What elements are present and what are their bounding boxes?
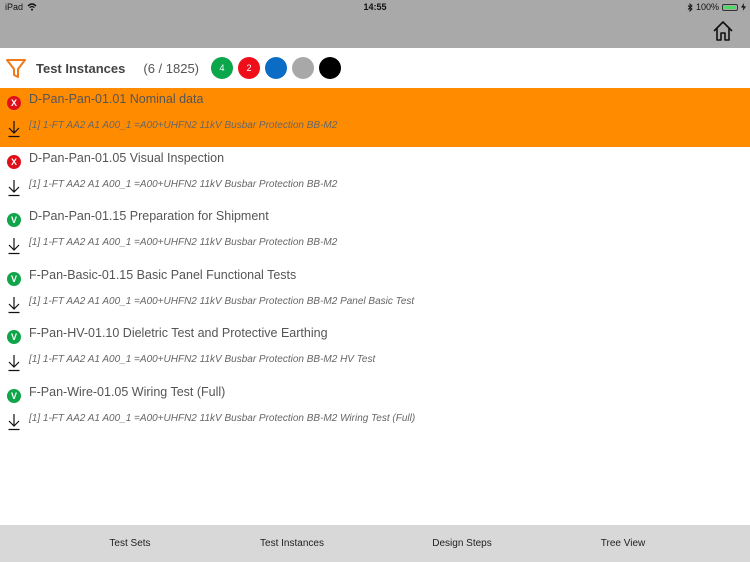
filter-bar: [0, 48, 750, 88]
status-dot-blue[interactable]: [265, 57, 287, 79]
pass-icon: V: [7, 272, 21, 286]
download-icon[interactable]: [7, 354, 21, 372]
item-name: D-Pan-Pan-01.15 Preparation for Shipment: [29, 209, 269, 223]
clock: 14:55: [363, 2, 387, 12]
list-item[interactable]: [0, 147, 750, 206]
battery-percent: 100%: [695, 2, 719, 12]
status-dot-failed[interactable]: 2: [238, 57, 260, 79]
item-name: F-Pan-Basic-01.15 Basic Panel Functional Tests: [29, 267, 297, 282]
item-name: D-Pan-Pan-01.01 Nominal data: [29, 92, 204, 106]
item-subtitle: [1] 1-FT AA2 A1 A00_1 =A00+UHFN2 11kV Busbar Protection BB-M2: [29, 178, 338, 190]
item-name: D-Pan-Pan-01.05 Visual Inspection: [29, 150, 225, 165]
list-item[interactable]: [0, 322, 750, 381]
fail-icon: X: [7, 96, 21, 110]
bluetooth-icon: [687, 3, 693, 12]
pass-icon: V: [7, 389, 21, 403]
download-icon[interactable]: [7, 120, 21, 138]
status-right: [687, 2, 746, 12]
list-item[interactable]: [0, 88, 750, 147]
list-item[interactable]: [0, 381, 750, 440]
status-dot-grey[interactable]: [292, 57, 314, 79]
bottom-tab-bar: [0, 525, 750, 562]
status-dot-black[interactable]: [319, 57, 341, 79]
page-title: Test Instances: [36, 60, 126, 76]
tab-tree-view[interactable]: Tree View: [600, 538, 646, 549]
item-subtitle: [1] 1-FT AA2 A1 A00_1 =A00+UHFN2 11kV Busbar Protection BB-M2: [29, 237, 338, 248]
item-subtitle: [1] 1-FT AA2 A1 A00_1 =A00+UHFN2 11kV Busbar Protection BB-M2 HV Test: [29, 354, 376, 365]
top-bar: [0, 0, 750, 48]
item-subtitle: [1] 1-FT AA2 A1 A00_1 =A00+UHFN2 11kV Busbar Protection BB-M2: [29, 120, 338, 131]
list-item[interactable]: [0, 264, 750, 323]
download-icon[interactable]: [7, 296, 21, 314]
battery-icon: [722, 4, 738, 11]
tab-design-steps[interactable]: Design Steps: [432, 538, 492, 549]
download-icon[interactable]: [7, 413, 21, 431]
filter-icon[interactable]: [5, 57, 27, 79]
download-icon[interactable]: [7, 237, 21, 255]
pass-icon: V: [7, 330, 21, 344]
charging-icon: [741, 3, 746, 11]
item-name: F-Pan-HV-01.10 Dieletric Test and Protective Earthing: [29, 326, 328, 340]
download-icon[interactable]: [7, 179, 21, 197]
item-name: F-Pan-Wire-01.05 Wiring Test (Full): [29, 384, 226, 399]
item-subtitle: [1] 1-FT AA2 A1 A00_1 =A00+UHFN2 11kV Busbar Protection BB-M2 Panel Basic Test: [29, 295, 415, 307]
fail-icon: X: [7, 155, 21, 169]
pass-icon: V: [7, 213, 21, 227]
item-subtitle: [1] 1-FT AA2 A1 A00_1 =A00+UHFN2 11kV Busbar Protection BB-M2 Wiring Test (Full): [29, 412, 416, 424]
tab-test-sets[interactable]: Test Sets: [109, 538, 151, 549]
tab-test-instances[interactable]: Test Instances: [260, 538, 324, 549]
status-dot-passed[interactable]: 4: [211, 57, 233, 79]
device-label: iPad: [5, 2, 24, 12]
test-instance-list: [0, 88, 750, 439]
instance-count: (6 / 1825): [143, 60, 200, 76]
status-filter-dots: [211, 57, 341, 79]
list-item[interactable]: [0, 205, 750, 264]
home-icon[interactable]: [712, 20, 734, 42]
